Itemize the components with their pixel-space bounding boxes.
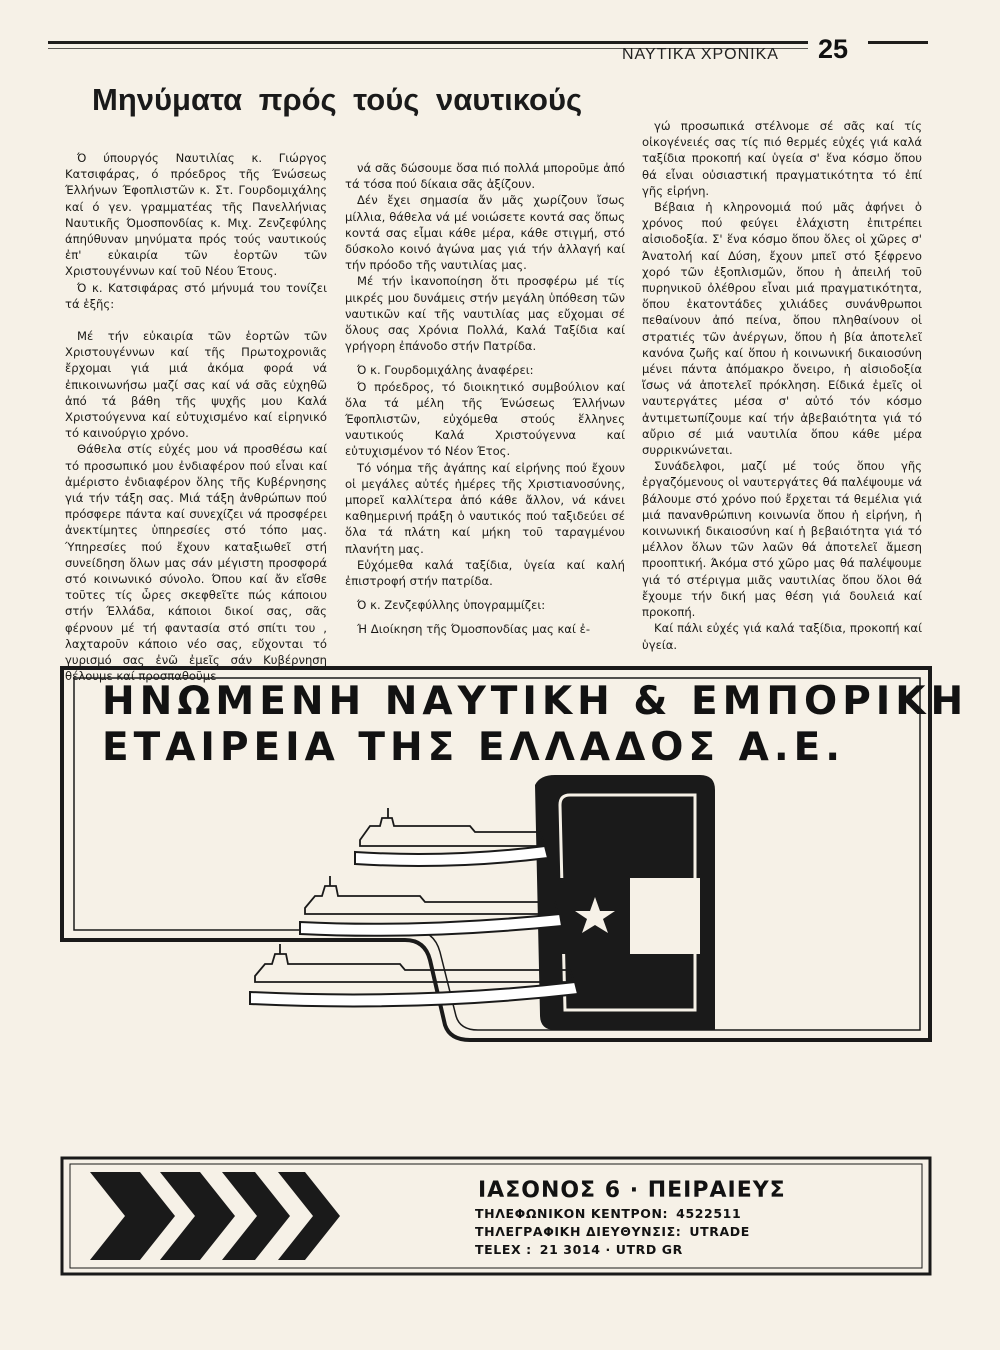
paragraph: Μέ τήν εὐκαιρία τῶν ἑορτῶν τῶν Χριστουγέννων καί τῆς Πρωτοχρονιᾶς ἔρχομαι γιά μιά ἀκόμα φορά νά ἐπικοινωνήσω μαζί σας καί νά σᾶς εὐχηθῶ ἀπό τά βάθη τῆς ψυχῆς μου Καλά Χριστούγεννα καί εὐτυχισμένο καί εἰρηνικό τό καινούργιο χρόνο. [65,329,327,441]
telegraph-label: ΤΗΛΕΓΡΑΦΙΚΗ ΔΙΕΥΘΥΝΣΙΣ: [475,1224,682,1239]
paragraph: Ό πρόεδρος, τό διοικητικό συμβούλιον καί ὅλα τά μέλη τῆς Ένώσεως Έλλήνων Έφοπλιστῶν, εὐχόμεθα στούς ἕλληνες ναυτικούς Καλά Χριστούγεννα καί εὐτυχισμένον τό Νέον Έτος. [345,379,625,459]
company-name-line-2: ΕΤΑΙΡΕΙΑ ΤΗΣ ΕΛΛΑΔΟΣ Α.Ε. [102,725,846,770]
telex-line [475,1242,683,1257]
telex-label: TELEX : [475,1242,532,1257]
paragraph: Βέβαια ἡ κληρονομιά πού μᾶς ἀφήνει ὁ χρόνος πού φεύγει ἐλάχιστη ἐπιτρέπει αἰσιοδοξία. Σ' ἕνα κόσμο ὅπου ὅλες οἱ χῶρες σ' Άνατολή καί Δύση, ἔχουν μπεῖ στό ξέφρενο χορό τῶν ἐξοπλισμῶν, ὅπου ἡ ἀπειλή τοῦ πυρηνικοῦ ὀλέθρου εἶναι μιά πραγματικότητα, ὅπου ἑκατοντάδες χιλιάδες συνάνθρωποι πεθαίνουν ἀπό πείνα, ὅπου πληθαίνουν οἱ στρατιές τῶν ἀνέργων, ὅπου ἡ βία ἀποτελεῖ κανόνα ζωῆς καί ὅπου ἡ κοινωνική δικαιοσύνη μένει πάντα ἀπόμακρο ὄνειρο, ἡ αἰσιοδοξία ἴσως νά ἀποτελεῖ πρόκληση. Είδικά ἐμεῖς οἱ ναυτεργάτες μέσα σ' αὐτό τόν κόσμο ἀντιμετωπίζουμε καί τήν ἀβεβαιότητα γιά τό αὔριο σέ μιά ναυτιλία ὅπου κάθε μέρα συρρικνώνεται. [642,200,922,458]
paragraph: Ό κ. Κατσιφάρας στό μήνυμά του τονίζει τά ἑξῆς: [65,280,327,311]
paragraph: Μέ τήν ἱκανοποίηση ὅτι προσφέρω μέ τίς μικρές μου δυνάμεις στήν μεγάλη ὑπόθεση τῶν ναυτικῶν καί τῆς ναυτιλίας μας εὔχομαι σέ ὅλους σας Χρόνια Πολλά, Καλά Ταξίδια καί γρήγορη ἐπάνοδο στήν Πατρίδα. [345,274,625,354]
paragraph: γώ προσωπικά στέλνομε σέ σᾶς καί τίς οἰκογένειές σας τίς πιό θερμές εὐχές γιά καλά ταξίδια προκοπή καί ὑγεία σ' ἕνα κόσμο ὅπου θά εἶναι οὐσιαστική πραγματικότητα τό ἐπί γῆς εἰρήνη. [642,119,922,198]
paragraph: Εὐχόμεθα καλά ταξίδια, ὑγεία καί καλή ἐπιστροφή στήν πατρίδα. [345,557,625,589]
company-address: ΙΑΣΟΝΟΣ 6 · ΠΕΙΡΑΙΕΥΣ [478,1178,786,1203]
paragraph: Τό νόημα τῆς ἀγάπης καί εἰρήνης πού ἔχουν οἱ μεγάλες αὐτές ἡμέρες τῆς Χριστιανοσύνης, μπορεῖ καλλίτερα ἀπό κάθε ἄλλον, νά κάνει καθημερινή πράξη ὁ ναυτικός πού ταξιδεύει σέ ὅλα τά πλάτη καί μήκη τοῦ ταραγμένου πλανήτη μας. [345,460,625,556]
paragraph: Ό κ. Γουρδομιχάλης ἀναφέρει: [357,363,534,378]
telex-value: 21 3014 · UTRD GR [539,1242,683,1257]
paragraph: Ό ύπουργός Ναυτιλίας κ. Γιώργος Κατσιφάρας, ό πρόεδρος τῆς Ένώσεως Έλλήνων Έφοπλιστῶν κ. Στ. Γουρδομιχάλης καί ό γεν. γραμματέας τῆς Πανελλήνιας Ναυτικῆς Όμοσπονδίας κ. Μιχ. Ζενζεφύλης άπηύθυναν μηνύματα πρός τούς ναυτικούς ἐπ' εὐκαιρία τῶν ἑορτῶν τῶν Χριστουγέννων καί τοῦ Νέου Έτους. [65,151,327,279]
paragraph: Καί πάλι εὐχές γιά καλά ταξίδια, προκοπή καί ὑγεία. [642,621,922,652]
magazine-name: ΝΑΥΤΙΚΑ ΧΡΟΝΙΚΑ [622,46,779,63]
telegraph-value: UTRADE [689,1224,750,1239]
paragraph: νά σᾶς δώσουμε ὅσα πιό πολλά μποροῦμε ἀπό τά τόσα πού δίκαια σᾶς ἀξίζουν. [345,161,625,192]
paragraph: Θάθελα στίς εὐχές μου νά προσθέσω καί τό προσωπικό μου ἐνδιαφέρον πού εἶναι καί ἀμέριστο ἐνδιαφέρον ὅλης τῆς Κυβέρνησης γιά τήν τάξη σας. Μιά τάξη ἀνθρώπων πού πρόσφερε πάντα καί συνεχίζει νά προσφέρει ἀνεκτίμητες ὑπηρεσίες στό τόπο μας. Ύπηρεσίες πού ἔχουν καταξιωθεῖ στή συνείδηση ὅλων μας σάν μέγιστη προσφορά στό κοινωνικό σύνολο. Όπου καί ἄν εἴσθε τοῦτες τίς ὧρες σκεφθεῖτε πώς κάποιου στήν Έλλάδα, κάποιοι δικοί σας, σᾶς φέρνουν μέ τή φαντασία στό σπίτι του , λαχταροῦν κάποιο νέο σας, εὔχονται τό γυρισμό σας ἐνῶ ἐμεῖς σάν Κυβέρνηση θέλουμε καί προσπαθοῦμε [65,442,327,684]
company-name-line-1: ΗΝΩΜΕΝΗ ΝΑΥΤΙΚΗ & ΕΜΠΟΡΙΚΗ [102,679,969,724]
phone-label: ΤΗΛΕΦΩΝΙΚΟΝ ΚΕΝΤΡΟΝ: [475,1206,669,1221]
paragraph: Ό κ. Ζενζεφύλλης ὑπογραμμίζει: [357,598,546,613]
article-headline: Μηνύματα πρός τούς ναυτικούς [92,82,583,117]
page-number: 25 [818,34,849,64]
phone-line [475,1206,741,1221]
paragraph: Ή Διοίκηση τῆς Όμοσπονδίας μας καί ἐ- [357,622,591,637]
telegraph-line [475,1224,750,1239]
phone-value: 4522511 [676,1206,742,1221]
paragraph: Δέν ἔχει σημασία ἄν μᾶς χωρίζουν ἴσως μίλλια, θάθελα νά μέ νοιώσετε κοντά σας ὅπως κοντά σας εἶμαι κάθε μέρα, κάθε στιγμή, στό δύσκολο κοινό ἀγώνα μας γιά τήν ἀλλαγή καί τήν πρόοδο τῆς ναυτιλίας μας. [345,193,625,273]
paragraph: Συνάδελφοι, μαζί μέ τούς ὅπου γῆς ἐργαζόμενους οἱ ναυτεργάτες θά παλέψουμε νά βάλουμε στό χρόνο πού ἔρχεται τά θεμέλια γιά μιά πανανθρώπινη κοινωνία ὅπου ἡ εἰρήνη, ἡ κοινωνική δικαιοσύνη καί ἡ βεβαιότητα γιά τό μέλλον ὅλων τῶν λαῶν θά ἀποτελεῖ ἄμεση προοπτική. Άκόμα στό χῶρο μας θά παλέψουμε γιά τό στέριγμα μιᾶς ναυτιλίας ὅπου ὅλοι θά ἔχουμε τήν δική μας θέση γιά δουλειά καί προκοπή. [642,459,922,620]
